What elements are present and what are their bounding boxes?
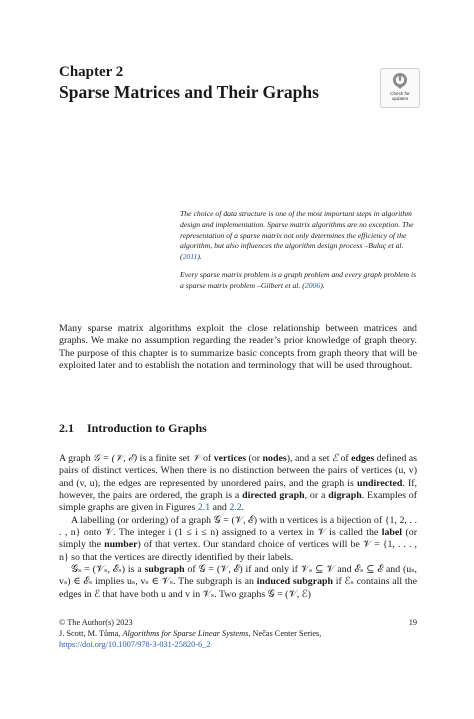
page-number: 19 [408,618,417,627]
section-title: Introduction to Graphs [87,421,207,435]
doi-link[interactable]: https://doi.org/10.1007/978-3-031-25820-6_2 [59,640,211,650]
epigraph [180,209,420,292]
citation-link-bulu[interactable]: 2011 [182,252,198,262]
paragraph-graph-definition: A graph 𝒢 = (𝒱, ℰ) is a finite set 𝒱 of vertices (or nodes), and a set ℰ of edges defined as pairs of distinct vertices. When there is no distinction between the pairs of vertices (u, v) and (v, u), the edges are represented by unordered pairs, and the graph is undirected. If, however, the pairs are ordered, the graph is a directed graph, or a digraph. Examples of simple graphs are given in Figures 2.1 and 2.2. [59,453,418,514]
epigraph-quote-2: Every sparse matrix problem is a graph problem and every graph problem is a sparse matrix problem –Gilbert et al. (2006). [180,269,417,290]
badge-label: Check for updates [390,91,410,102]
figure-link-2-2[interactable]: 2.2 [229,502,242,514]
intro-paragraph: Many sparse matrix algorithms exploit the close relationship between matrices and graphs. We make no assumption regarding the reader’s prior knowledge of graph theory. The purpose of this chapter is to summarize basic concepts from graph theory that will be exploited later and to establish the notation and terminology that will be used throughout. [59,323,417,372]
citation-link-gilbert[interactable]: 2006 [304,280,321,290]
paragraph-labelling: A labelling (or ordering) of a graph 𝒢 = (𝒱, ℰ) with n vertices is a bijection of {1, 2, . . . , n} onto 𝒱. The integer i (1 ≤ i ≤ n) assigned to a vertex in 𝒱 is called the label (or simply the number) of that vertex. Our standard choice of vertices will be 𝒱 = {1, . . . , n} so that the vertices are directly identified by their labels. [59,514,417,563]
check-for-updates-badge[interactable] [380,68,420,108]
copyright-line: © The Author(s) 2023 [59,618,133,627]
section-heading [59,421,207,436]
citation-line: J. Scott, M. Tůma, Algorithms for Sparse Linear Systems, Nečas Center Series, [59,629,322,639]
paragraph-subgraph: 𝒢ₛ = (𝒱ₛ, ℰₛ) is a subgraph of 𝒢 = (𝒱, ℰ) if and only if 𝒱ₛ ⊆ 𝒱 and ℰₛ ⊆ ℰ and (uₛ, vₛ) ∈ ℰₛ implies uₛ, vₛ ∈ 𝒱ₛ. The subgraph is an induced subgraph if ℰₛ contains all the edges in ℰ that have both u and v in 𝒱ₛ. Two graphs 𝒢 = (𝒱, ℰ) [59,564,417,600]
update-ribbon-icon [392,72,408,90]
epigraph-quote-1: The choice of data structure is one of the most important steps in algorithm design and implementation. Sparse matrix algorithms are no exception. The representation of a sparse matrix not only determines the efficiency of the algorithm, but also influences the algorithm design process –Buluç et al. (2011). [180,209,414,262]
chapter-title: Sparse Matrices and Their Graphs [59,82,319,102]
chapter-label: Chapter 2 [59,64,124,80]
section-body [59,453,417,601]
page-footer [59,617,417,651]
figure-link-2-1[interactable]: 2.1 [197,502,211,514]
section-number: 2.1 [59,421,74,435]
